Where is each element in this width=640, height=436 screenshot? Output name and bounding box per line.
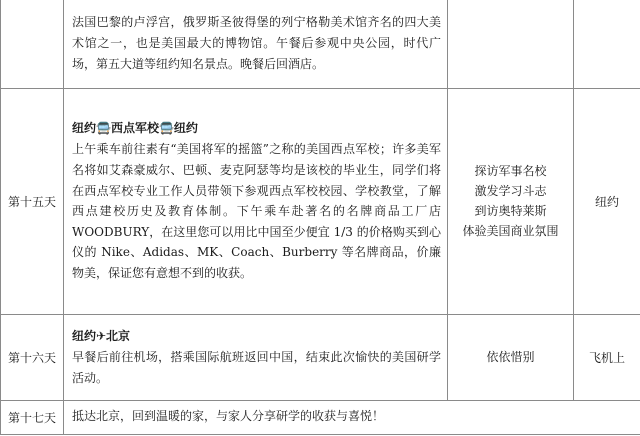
route-heading: 纽约🚍西点军校🚍纽约 — [72, 121, 198, 136]
table-row — [1, 0, 640, 88]
table-row — [1, 88, 640, 314]
stay-cell — [574, 0, 640, 88]
stay-cell: 飞机上 — [574, 314, 640, 400]
table-row — [1, 400, 640, 434]
theme-line: 到访奥特莱斯 — [474, 204, 547, 218]
day-description: 抵达北京，回到温暖的家，与家人分享研学的收获与喜悦！ — [72, 409, 385, 424]
day-cell — [1, 0, 64, 88]
theme-line: 依依惜别 — [486, 350, 535, 364]
day-cell: 第十六天 — [1, 314, 64, 400]
theme-line: 体验美国商业氛围 — [462, 224, 559, 238]
theme-cell — [448, 88, 574, 314]
day-description: 法国巴黎的卢浮宫，俄罗斯圣彼得堡的列宁格勒美术馆齐名的四大美术馆之一，也是美国最大的博物馆。午餐后参观中央公园，时代广场，第五大道等纽约知名景点。晚餐后回酒店。 — [72, 15, 441, 71]
content-cell — [64, 400, 640, 434]
day-cell: 第十五天 — [1, 88, 64, 314]
theme-line: 激发学习斗志 — [474, 184, 547, 198]
route-heading: 纽约✈北京 — [72, 328, 131, 343]
theme-cell — [448, 314, 574, 400]
content-cell — [64, 314, 448, 400]
table-row — [1, 314, 640, 400]
theme-cell — [448, 0, 574, 88]
content-cell — [64, 88, 448, 314]
theme-line: 探访军事名校 — [474, 164, 547, 178]
content-cell — [64, 0, 448, 88]
day-description: 早餐后前往机场，搭乘国际航班返回中国，结束此次愉快的美国研学活动。 — [72, 349, 441, 385]
day-description: 上午乘车前往素有“美国将军的摇篮”之称的美国西点军校；许多美军名将如艾森豪威尔、巴顿、麦克阿瑟等均是该校的毕业生，同学们将在西点军校专业工作人员带领下参观西点军校校园、学校教堂，了解西点建校历史及教育体制。下午乘车赴著名的名牌商品工厂店 WOODBURY，在这里您可以用比中国至少便宜 1/3 的价格购买到心仪的 Nike、Adidas、MK、Coach、Burberry 等名牌商品，价廉物美，保证您有意想不到的收获。 — [72, 142, 441, 280]
stay-cell: 纽约 — [574, 88, 640, 314]
day-cell: 第十七天 — [1, 400, 64, 434]
